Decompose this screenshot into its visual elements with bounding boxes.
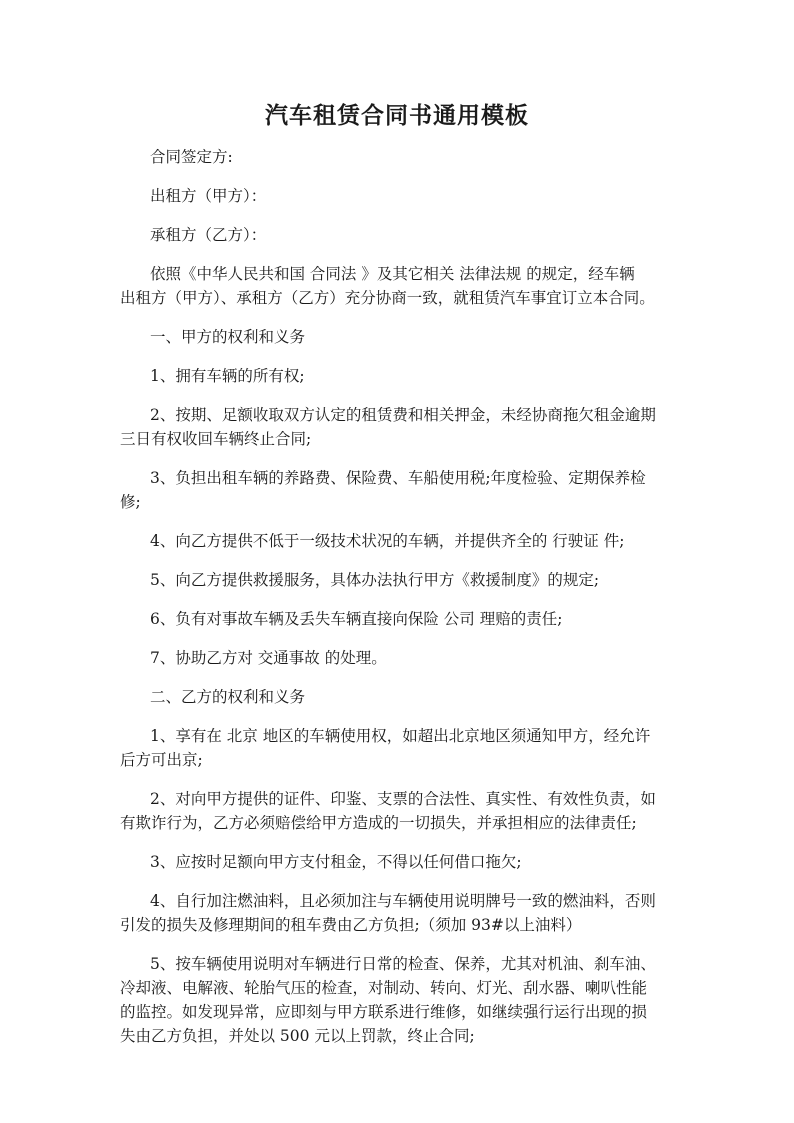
paragraph [120, 787, 680, 835]
text-line: 3、负担出租车辆的养路费、保险费、车船使用税;年度检验、定期保养检 [150, 469, 646, 487]
text-line: 1、拥有车辆的所有权; [150, 367, 305, 385]
paragraph [120, 364, 680, 388]
paragraph [120, 466, 680, 514]
paragraph [120, 145, 680, 169]
text-line: 5、向乙方提供救援服务，具体办法执行甲方《救援制度》的规定; [150, 571, 600, 589]
text-line: 引发的损失及修理期间的租车费由乙方负担;（须加 93#以上油料） [120, 916, 582, 934]
text-line: 7、协助乙方对 交通事故 的处理。 [150, 649, 387, 667]
paragraph [120, 529, 680, 553]
paragraph [120, 607, 680, 631]
text-line: 承租方（乙方）： [150, 226, 267, 244]
paragraph [120, 262, 680, 310]
paragraph [120, 223, 680, 247]
text-line: 3、应按时足额向甲方支付租金，不得以任何借口拖欠; [150, 853, 522, 871]
text-line: 一、甲方的权利和义务 [150, 328, 306, 346]
paragraph [120, 568, 680, 592]
text-line: 有欺诈行为，乙方必须赔偿给甲方造成的一切损失，并承担相应的法律责任; [120, 814, 637, 832]
text-line: 修; [120, 493, 141, 511]
paragraph [120, 850, 680, 874]
text-line: 依照《中华人民共和国 合同法 》及其它相关 法律法规 的规定，经车辆 [150, 265, 635, 283]
text-line: 后方可出京; [120, 751, 203, 769]
text-line: 6、负有对事故车辆及丢失车辆直接向保险 公司 理赔的责任; [150, 610, 563, 628]
paragraph [120, 325, 680, 349]
paragraph [120, 952, 680, 1048]
text-line: 5、按车辆使用说明对车辆进行日常的检查、保养，尤其对机油、刹车油、 [150, 955, 656, 973]
text-line: 4、自行加注燃油料，且必须加注与车辆使用说明牌号一致的燃油料，否则 [150, 892, 656, 910]
text-line: 冷却液、电解液、轮胎气压的检查，对制动、转向、灯光、刮水器、喇叭性能 [120, 979, 648, 997]
text-line: 2、对向甲方提供的证件、印鉴、支票的合法性、真实性、有效性负责，如 [150, 790, 656, 808]
text-line: 出租方（甲方）、承租方（乙方）充分协商一致，就租赁汽车事宜订立本合同。 [120, 289, 655, 307]
text-line: 的监控。如发现异常，应即刻与甲方联系进行维修，如继续强行运行出现的损 [120, 1003, 648, 1021]
paragraph [120, 184, 680, 208]
paragraph [120, 646, 680, 670]
text-line: 二、乙方的权利和义务 [150, 688, 306, 706]
document-title: 汽车租赁合同书通用模板 [265, 102, 529, 129]
paragraph [120, 889, 680, 937]
text-line: 失由乙方负担，并处以 500 元以上罚款，终止合同; [120, 1027, 475, 1045]
paragraph [120, 724, 680, 772]
text-line: 合同签定方: [150, 148, 233, 166]
text-line: 三日有权收回车辆终止合同; [120, 430, 312, 448]
text-line: 4、向乙方提供不低于一级技术状况的车辆，并提供齐全的 行驶证 件; [150, 532, 625, 550]
paragraph [120, 685, 680, 709]
document-body [120, 145, 680, 1063]
paragraph [120, 403, 680, 451]
text-line: 2、按期、足额收取双方认定的租赁费和相关押金，未经协商拖欠租金逾期 [150, 406, 656, 424]
text-line: 1、享有在 北京 地区的车辆使用权，如超出北京地区须通知甲方，经允许 [150, 727, 651, 745]
text-line: 出租方（甲方）： [150, 187, 267, 205]
